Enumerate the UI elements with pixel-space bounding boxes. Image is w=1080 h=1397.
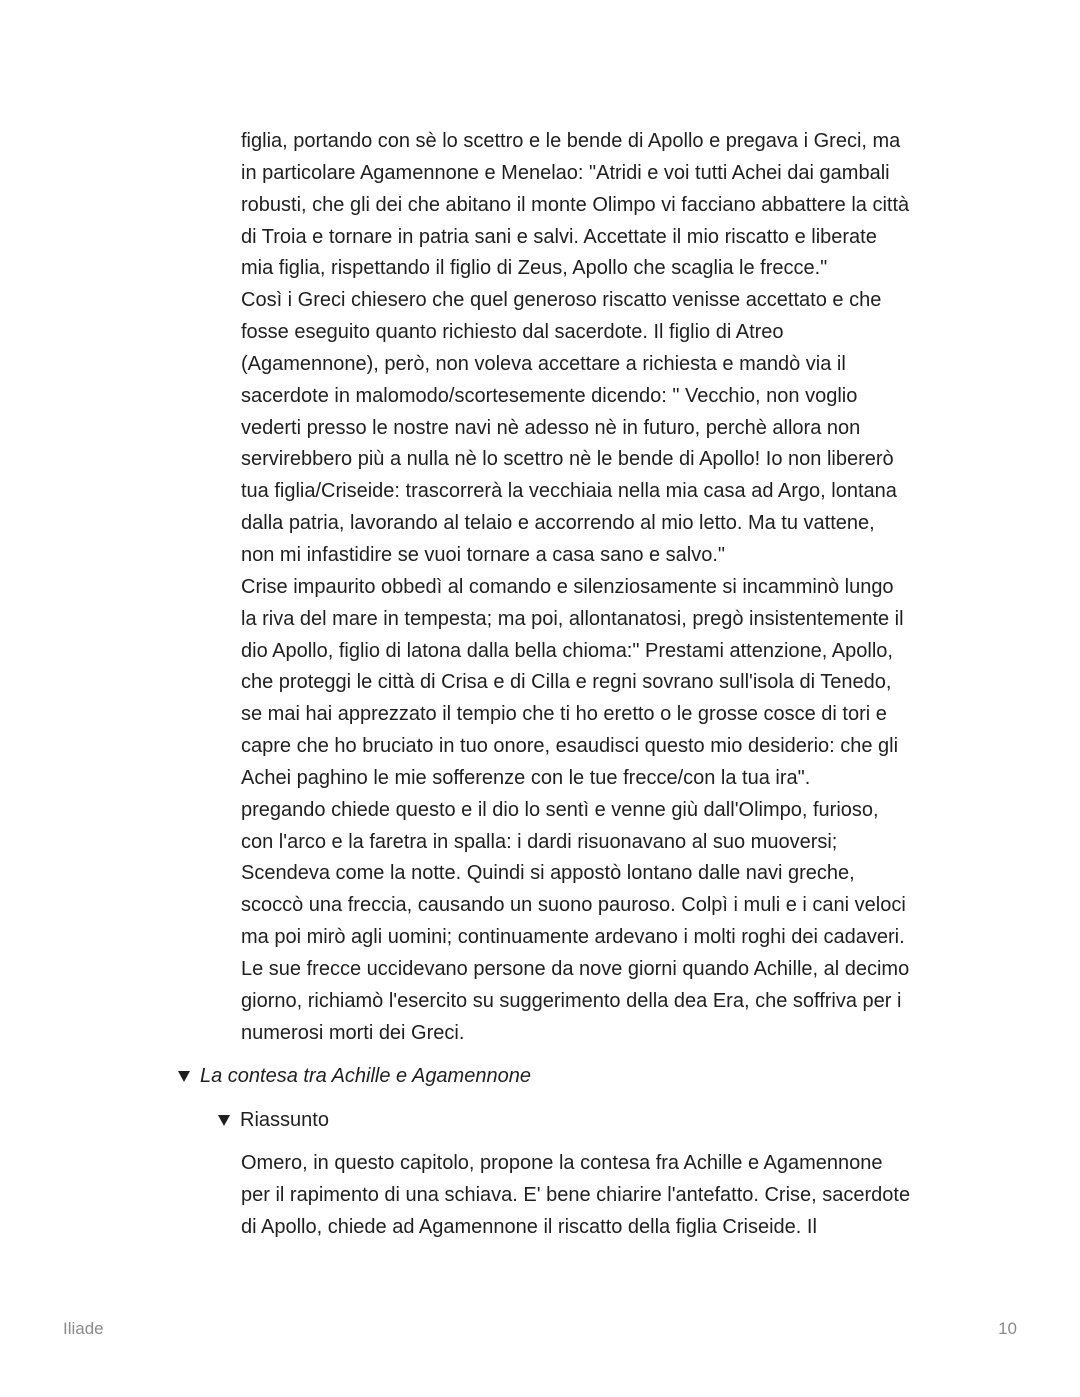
- text-line: Omero, in questo capitolo, propone la contesa fra Achille e Agamennone: [241, 1152, 883, 1174]
- text-line: dio Apollo, figlio di latona dalla bella chioma:" Prestami attenzione, Apollo,: [241, 639, 893, 662]
- text-line: se mai hai apprezzato il tempio che ti ho eretto o le grosse cosce di tori e: [241, 703, 887, 726]
- text-line: scoccò una freccia, causando un suono pauroso. Colpì i muli e i cani veloci: [241, 894, 906, 917]
- body-text: [241, 126, 961, 1049]
- triangle-down-icon[interactable]: [218, 1115, 230, 1126]
- text-line: fosse eseguito quanto richiesto dal sacerdote. Il figlio di Atreo: [241, 321, 784, 344]
- text-line: di Troia e tornare in patria sani e salvi. Accettate il mio riscatto e liberate: [241, 225, 877, 248]
- text-line: vederti presso le nostre navi nè adesso nè in futuro, perchè allora non: [241, 416, 861, 439]
- text-line: servirebbero più a nulla nè lo scettro nè le bende di Apollo! Io non libererò: [241, 448, 894, 471]
- toggle-riassunto[interactable]: [218, 1106, 329, 1134]
- toggle-riassunto-label: Riassunto: [240, 1109, 329, 1131]
- text-line: di Apollo, chiede ad Agamennone il riscatto della figlia Criseide. Il: [241, 1215, 817, 1238]
- triangle-down-icon[interactable]: [178, 1071, 190, 1082]
- text-line: non mi infastidire se vuoi tornare a casa sano e salvo.": [241, 543, 726, 566]
- toggle-contesa-label: La contesa tra Achille e Agamennone: [200, 1065, 531, 1087]
- page-number: 10: [998, 1319, 1017, 1338]
- text-line: Così i Greci chiesero che quel generoso riscatto venisse accettato e che: [241, 289, 882, 312]
- text-line: Le sue frecce uccidevano persone da nove giorni quando Achille, al decimo: [241, 957, 910, 980]
- summary-text: [241, 1148, 961, 1244]
- text-line: ma poi mirò agli uomini; continuamente ardevano i molti roghi dei cadaveri.: [241, 926, 905, 949]
- text-line: con l'arco e la faretra in spalla: i dardi risuonavano al suo muoversi;: [241, 830, 838, 853]
- text-line: la riva del mare in tempesta; ma poi, allontanatosi, pregò insistentemente il: [241, 607, 904, 630]
- text-line: numerosi morti dei Greci.: [241, 1021, 465, 1044]
- text-line: robusti, che gli dei che abitano il monte Olimpo vi facciano abbattere la città: [241, 193, 910, 216]
- text-line: tua figlia/Criseide: trascorrerà la vecchiaia nella mia casa ad Argo, lontana: [241, 480, 897, 503]
- text-line: per il rapimento di una schiava. E' bene chiarire l'antefatto. Crise, sacerdote: [241, 1183, 911, 1206]
- text-line: figlia, portando con sè lo scettro e le bende di Apollo e pregava i Greci, ma: [241, 130, 901, 152]
- toggle-contesa[interactable]: [178, 1062, 531, 1090]
- text-line: mia figlia, rispettando il figlio di Zeus, Apollo che scaglia le frecce.": [241, 257, 828, 280]
- text-line: Crise impaurito obbedì al comando e silenziosamente si incamminò lungo: [241, 575, 894, 598]
- text-line: pregando chiede questo e il dio lo sentì e venne giù dall'Olimpo, furioso,: [241, 798, 879, 821]
- text-line: dalla patria, lavorando al telaio e accorrendo al mio letto. Ma tu vattene,: [241, 512, 875, 535]
- text-line: Achei paghino le mie sofferenze con le tue frecce/con la tua ira".: [241, 766, 811, 789]
- text-line: in particolare Agamennone e Menelao: "Atridi e voi tutti Achei dai gambali: [241, 161, 890, 184]
- text-line: sacerdote in malomodo/scortesemente dicendo: " Vecchio, non voglio: [241, 384, 858, 407]
- text-line: giorno, richiamò l'esercito su suggerimento della dea Era, che soffriva per i: [241, 989, 902, 1012]
- text-line: Scendeva come la notte. Quindi si appostò lontano dalle navi greche,: [241, 862, 855, 885]
- footer-title: Iliade: [63, 1319, 104, 1338]
- text-line: (Agamennone), però, non voleva accettare a richiesta e mandò via il: [241, 352, 846, 375]
- text-line: che proteggi le città di Crisa e di Cilla e regni sovrano sull'isola di Tenedo,: [241, 671, 892, 694]
- text-line: capre che ho bruciato in tuo onore, esaudisci questo mio desiderio: che gli: [241, 735, 899, 758]
